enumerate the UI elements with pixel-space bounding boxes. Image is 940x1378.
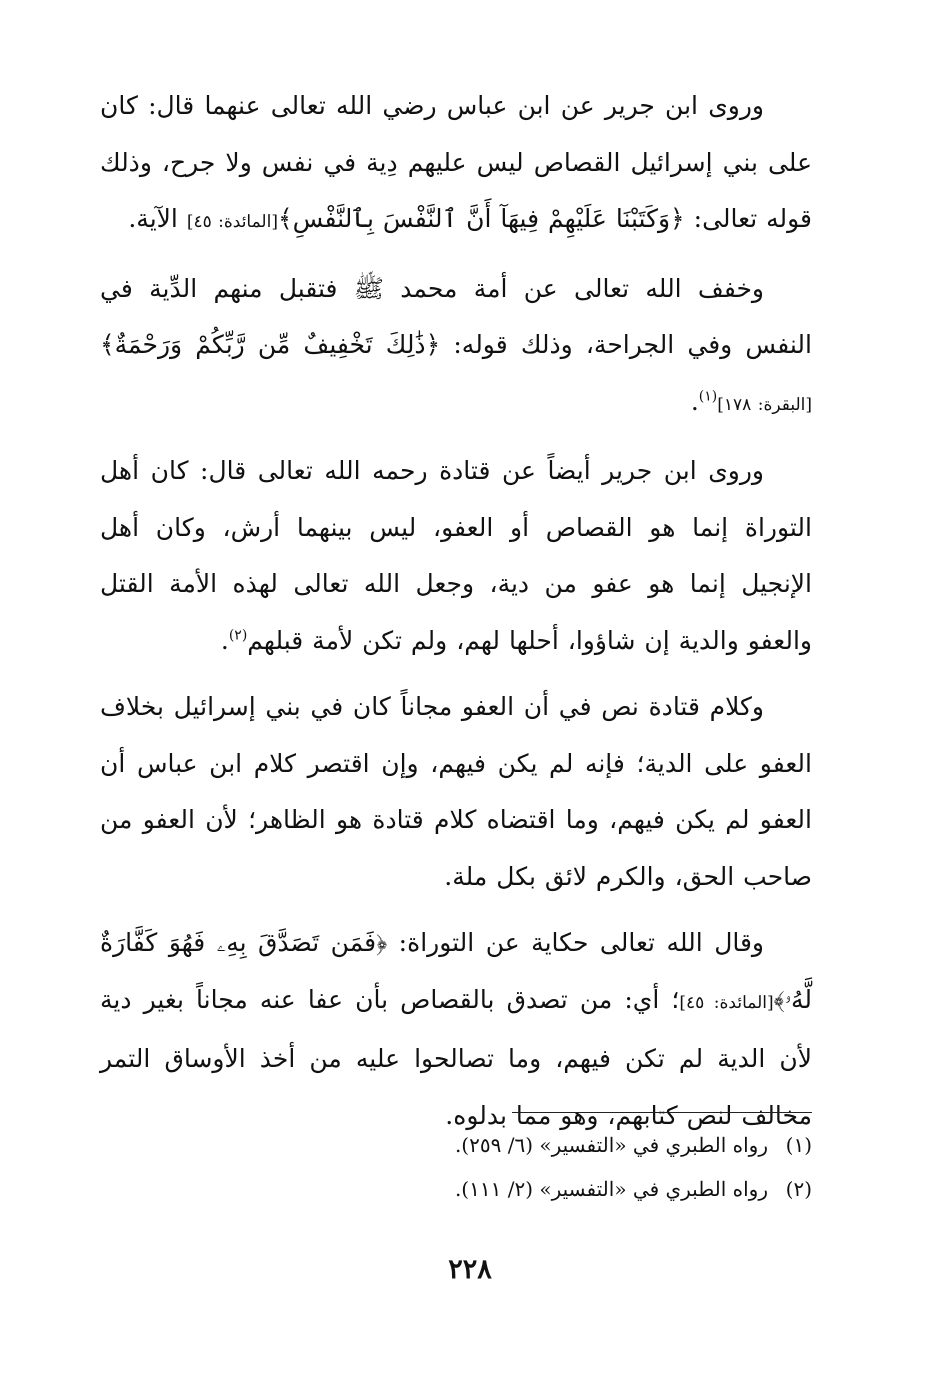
text-segment: . xyxy=(690,386,699,416)
footnote-marker[interactable]: (١) xyxy=(698,388,718,405)
footnote-1 xyxy=(100,1125,812,1165)
verse-reference: [المائدة: ٤٥] xyxy=(186,212,278,232)
text-segment: وخفف الله تعالى عن أمة محمد ﷺ فتقبل منهم الدِّية في النفس وفي الجراحة، وذلك قوله: xyxy=(100,273,812,359)
verse-reference: [المائدة: ٤٥] xyxy=(679,992,774,1013)
paragraph-4 xyxy=(100,679,812,905)
quran-verse: ﴿فَمَن تَصَدَّقَ بِهِۦ فَهُوَ كَفَّارَةٌ لَّهُۥ﴾ xyxy=(100,928,812,1014)
quran-verse: ﴿ذَٰلِكَ تَخْفِيفٌ مِّن رَّبِّكُمْ وَرَحْمَةٌ﴾ xyxy=(100,330,441,359)
paragraph-1 xyxy=(100,78,812,251)
text-segment: ؛ أي: من تصدق بالقصاص بأن عفا عنه مجاناً بغير دية لأن الدية لم تكن فيهم، وما تصالحوا عليه من أخذ الأوساق التمر مخالف لنص كتابهم، وهو مما بدلوه. xyxy=(100,984,812,1130)
paragraph-2 xyxy=(100,261,812,434)
text-segment: وكلام قتادة نص في أن العفو مجاناً كان في بني إسرائيل بخلاف العفو على الدية؛ فإنه لم يكن فيهم، وإن اقتصر كلام ابن عباس أن العفو لم يكن فيهم، وما اقتضاه كلام قتادة هو الظاهر؛ لأن العفو من صاحب الحق، والكرم لائق بكل ملة. xyxy=(100,692,812,891)
text-segment: وقال الله تعالى حكاية عن التوراة: xyxy=(387,928,764,957)
footnote-number: (١) xyxy=(785,1133,812,1157)
footnote-2 xyxy=(100,1169,812,1209)
footnote-marker[interactable]: (٢) xyxy=(228,627,248,644)
text-segment: وروى ابن جرير أيضاً عن قتادة رحمه الله تعالى قال: كان أهل التوراة إنما هو القصاص أو العفو، ليس بينهما أرش، وكان أهل الإنجيل إنما هو عفو من دية، وجعل الله تعالى لهذه الأمة القتل والعفو والدية إن شاؤوا، أحلها لهم، ولم تكن لأمة قبلهم xyxy=(100,456,812,655)
footnotes xyxy=(100,1112,812,1213)
footnote-divider xyxy=(512,1112,812,1113)
footnote-text: رواه الطبري في «التفسير» (٦/ ٢٥٩). xyxy=(454,1133,768,1157)
paragraph-5 xyxy=(100,915,812,1144)
page-number: ٢٢٨ xyxy=(448,1254,492,1285)
text-segment: الآية. xyxy=(128,204,187,233)
main-text xyxy=(100,78,812,1154)
footnote-number: (٢) xyxy=(785,1177,812,1201)
verse-reference: [البقرة: ١٧٨] xyxy=(717,394,812,415)
footnote-text: رواه الطبري في «التفسير» (٢/ ١١١). xyxy=(454,1177,768,1201)
paragraph-3 xyxy=(100,443,812,669)
text-segment: وروى ابن جرير عن ابن عباس رضي الله تعالى عنهما قال: كان على بني إسرائيل القصاص ليس عليهم دِية في نفس ولا جرح، وذلك قوله تعالى: xyxy=(100,91,812,233)
text-segment: . xyxy=(220,625,229,655)
quran-verse: ﴿وَكَتَبْنَا عَلَيْهِمْ فِيهَآ أَنَّ ٱلنَّفْسَ بِٱلنَّفْسِ﴾ xyxy=(277,204,685,233)
